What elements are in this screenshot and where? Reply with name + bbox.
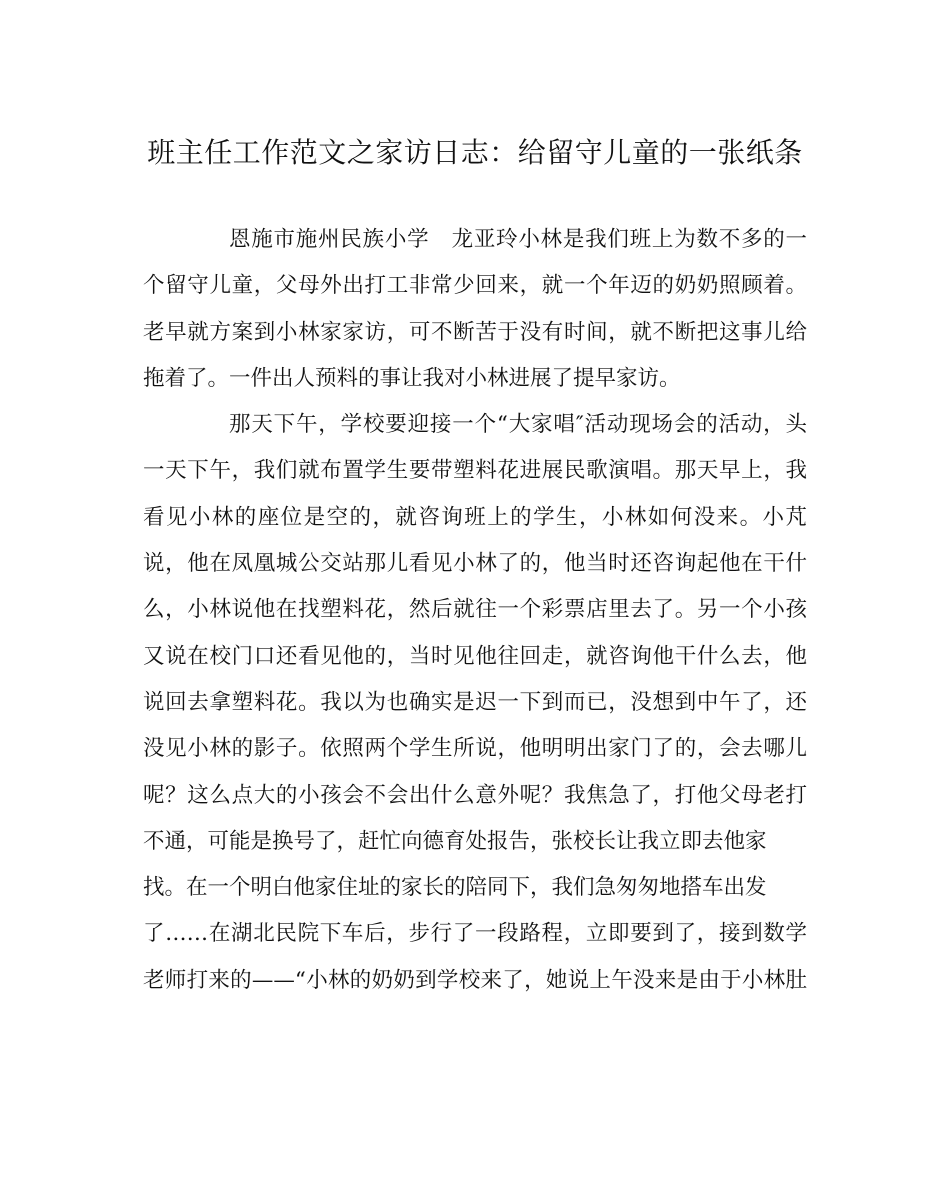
document-title: 班主任工作范文之家访日志：给留守儿童的一张纸条 [147,136,803,169]
paragraph-1-line-2: 个留守儿童，父母外出打工非常少回来，就一个年迈的奶奶照顾着。 [143,273,807,299]
paragraph-2-line-6: 又说在校门口还看见他的，当时见他往回走，就咨询他干什么去，他 [143,643,807,669]
document-body [143,217,807,1004]
paragraph-1-line-4: 拖着了。一件出人预料的事让我对小林进展了提早家访。 [143,365,681,391]
paragraph-2-line-12: 了……在湖北民院下车后，步行了一段路程，立即要到了，接到数学 [143,921,807,947]
paragraph-2-line-9: 呢？这么点大的小孩会不会出什么意外呢？我焦急了，打他父母老打 [143,782,807,808]
paragraph-2-line-2: 一天下午，我们就布置学生要带塑料花进展民歌演唱。那天早上，我 [143,458,807,484]
paragraph-1-line-3: 老早就方案到小林家家访，可不断苦于没有时间，就不断把这事儿给 [143,319,807,345]
paragraph-1-line-1: 恩施市施州民族小学 龙亚玲小林是我们班上为数不多的一 [229,227,807,252]
paragraph-2-line-3: 看见小林的座位是空的，就咨询班上的学生，小林如何没来。小芃 [143,504,807,530]
paragraph-2-line-1: 那天下午，学校要迎接一个“大家唱″活动现场会的活动，头 [229,412,807,438]
paragraph-2-line-8: 没见小林的影子。依照两个学生所说，他明明出家门了的，会去哪儿 [143,736,807,762]
paragraph-2-line-10: 不通，可能是换号了，赶忙向德育处报告，张校长让我立即去他家 [143,828,767,854]
paragraph-2-line-7: 说回去拿塑料花。我以为也确实是迟一下到而已，没想到中午了，还 [143,689,807,715]
paragraph-2-line-5: 么，小林说他在找塑料花，然后就往一个彩票店里去了。另一个小孩 [143,597,807,623]
paragraph-2-line-13: 老师打来的——“小林的奶奶到学校来了，她说上午没来是由于小林肚 [143,967,807,993]
paragraph-2-line-4: 说，他在凤凰城公交站那儿看见小林了的，他当时还咨询起他在干什 [143,551,807,577]
paragraph-2-line-11: 找。在一个明白他家住址的家长的陪同下，我们急匆匆地搭车出发 [143,875,767,901]
